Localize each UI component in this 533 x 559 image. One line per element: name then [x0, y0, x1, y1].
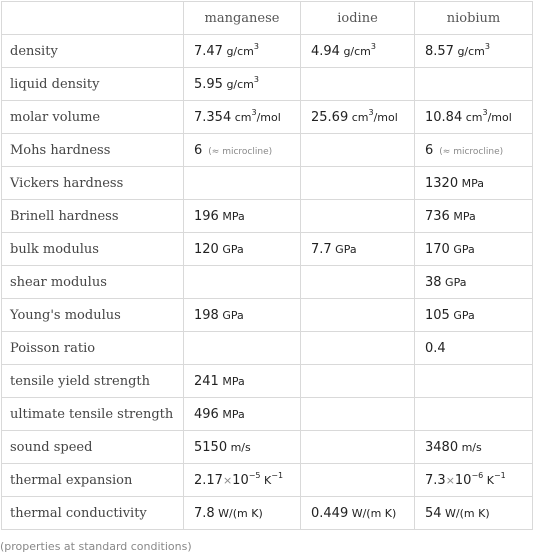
value-unit: K — [260, 474, 272, 487]
column-header: manganese — [184, 2, 301, 35]
value-number: 736 — [425, 209, 450, 224]
value-cell — [415, 299, 533, 332]
value-cell — [415, 266, 533, 299]
value-unit: MPa — [218, 210, 245, 223]
unit-exponent: 3 — [368, 108, 374, 117]
value-unit: GPa — [449, 243, 475, 256]
value-cell — [301, 200, 415, 233]
value-unit: cm — [462, 111, 483, 124]
column-header: niobium — [415, 2, 533, 35]
properties-table — [1, 1, 533, 530]
value-cell — [415, 167, 533, 200]
row-label: density — [2, 35, 184, 68]
row-label: molar volume — [2, 101, 184, 134]
row-label: thermal conductivity — [2, 497, 184, 530]
value-cell — [184, 332, 301, 365]
value-unit: W/(m K) — [441, 507, 490, 520]
value-number: 2.17 — [194, 473, 223, 488]
value-cell — [415, 101, 533, 134]
value-number: 198 — [194, 308, 219, 323]
value-cell — [301, 233, 415, 266]
value-cell — [301, 134, 415, 167]
row-label: bulk modulus — [2, 233, 184, 266]
value-unit: g/cm — [222, 45, 254, 58]
unit-exponent: 3 — [253, 42, 259, 51]
value-cell — [184, 134, 301, 167]
value-cell — [184, 266, 301, 299]
unit-exponent: 3 — [482, 108, 488, 117]
value-cell — [415, 68, 533, 101]
value-number: 241 — [194, 374, 219, 389]
times-sign: × — [222, 474, 233, 487]
value-number: 54 — [425, 506, 442, 521]
value-number: 5150 — [194, 440, 228, 455]
value-cell — [301, 299, 415, 332]
value-cell — [184, 35, 301, 68]
table-row — [2, 35, 533, 68]
exponent-base: 10 — [454, 473, 472, 488]
exponent: −6 — [471, 471, 484, 480]
value-cell — [301, 332, 415, 365]
value-number: 105 — [425, 308, 450, 323]
value-note: (≈ microcline) — [208, 147, 273, 157]
value-cell — [184, 167, 301, 200]
value-note: (≈ microcline) — [439, 147, 504, 157]
unit-exponent: −1 — [493, 471, 506, 480]
row-label: Poisson ratio — [2, 332, 184, 365]
table-row — [2, 332, 533, 365]
value-unit: g/cm — [222, 78, 254, 91]
table-row — [2, 365, 533, 398]
table-row — [2, 266, 533, 299]
value-unit: GPa — [218, 309, 244, 322]
value-cell — [184, 68, 301, 101]
value-unit: MPa — [218, 375, 245, 388]
value-unit: GPa — [218, 243, 244, 256]
value-cell — [415, 332, 533, 365]
value-cell — [415, 35, 533, 68]
value-unit: W/(m K) — [214, 507, 263, 520]
value-unit: g/cm — [453, 45, 485, 58]
value-cell — [184, 299, 301, 332]
value-number: 0.449 — [311, 506, 349, 521]
row-label: ultimate tensile strength — [2, 398, 184, 431]
value-number: 170 — [425, 242, 450, 257]
table-row — [2, 134, 533, 167]
value-number: 120 — [194, 242, 219, 257]
value-unit-tail: /mol — [256, 111, 281, 124]
table-row — [2, 233, 533, 266]
value-cell — [301, 101, 415, 134]
table-row — [2, 464, 533, 497]
unit-exponent: 3 — [484, 42, 490, 51]
column-header: iodine — [301, 2, 415, 35]
value-cell — [301, 68, 415, 101]
value-cell — [184, 431, 301, 464]
value-unit: g/cm — [339, 45, 371, 58]
value-unit: MPa — [449, 210, 476, 223]
value-number: 25.69 — [311, 110, 349, 125]
value-cell — [184, 233, 301, 266]
value-cell — [184, 365, 301, 398]
row-label: Brinell hardness — [2, 200, 184, 233]
value-unit: m/s — [227, 441, 251, 454]
value-unit: K — [483, 474, 494, 487]
exponent: −5 — [248, 471, 261, 480]
value-number: 6 — [194, 143, 203, 158]
value-number: 38 — [425, 275, 442, 290]
value-number: 4.94 — [311, 44, 340, 59]
value-cell — [301, 464, 415, 497]
value-number: 1320 — [425, 176, 459, 191]
value-number: 5.95 — [194, 77, 223, 92]
value-unit: MPa — [218, 408, 245, 421]
value-unit-tail: /mol — [487, 111, 512, 124]
value-cell — [415, 233, 533, 266]
table-row — [2, 167, 533, 200]
times-sign: × — [445, 474, 455, 487]
table-row — [2, 299, 533, 332]
value-number: 8.57 — [425, 44, 454, 59]
value-cell — [415, 431, 533, 464]
value-number: 7.354 — [194, 110, 232, 125]
unit-exponent: 3 — [251, 108, 257, 117]
row-label: Vickers hardness — [2, 167, 184, 200]
header-corner — [2, 2, 184, 35]
value-cell — [301, 431, 415, 464]
unit-exponent: 3 — [370, 42, 376, 51]
value-cell — [415, 200, 533, 233]
header-row — [2, 2, 533, 35]
value-cell — [184, 398, 301, 431]
value-number: 7.7 — [311, 242, 332, 257]
value-unit: cm — [348, 111, 369, 124]
row-label: shear modulus — [2, 266, 184, 299]
table-row — [2, 101, 533, 134]
value-cell — [301, 35, 415, 68]
value-number: 196 — [194, 209, 219, 224]
value-number: 7.8 — [194, 506, 215, 521]
value-number: 496 — [194, 407, 219, 422]
footnote: (properties at standard conditions) — [0, 540, 192, 553]
row-label: liquid density — [2, 68, 184, 101]
value-cell — [415, 134, 533, 167]
row-label: thermal expansion — [2, 464, 184, 497]
value-cell — [415, 398, 533, 431]
value-number: 3480 — [425, 440, 459, 455]
value-number: 7.47 — [194, 44, 223, 59]
value-cell — [415, 497, 533, 530]
value-number: 0.4 — [425, 341, 446, 356]
table-row — [2, 200, 533, 233]
value-cell — [301, 497, 415, 530]
table-row — [2, 68, 533, 101]
row-label: sound speed — [2, 431, 184, 464]
value-unit: GPa — [449, 309, 475, 322]
value-unit: m/s — [458, 441, 482, 454]
value-number: 7.3 — [425, 473, 446, 488]
value-cell — [415, 365, 533, 398]
row-label: tensile yield strength — [2, 365, 184, 398]
table-row — [2, 431, 533, 464]
exponent-base: 10 — [232, 473, 249, 488]
value-unit-tail: /mol — [373, 111, 398, 124]
unit-exponent: −1 — [271, 471, 284, 480]
value-unit: W/(m K) — [348, 507, 397, 520]
value-cell — [184, 497, 301, 530]
value-unit: MPa — [458, 177, 484, 190]
table-row — [2, 398, 533, 431]
row-label: Mohs hardness — [2, 134, 184, 167]
value-cell — [301, 398, 415, 431]
value-unit: GPa — [331, 243, 357, 256]
value-cell — [301, 365, 415, 398]
value-cell — [184, 200, 301, 233]
table-row — [2, 497, 533, 530]
value-cell — [415, 464, 533, 497]
value-number: 6 — [425, 143, 434, 158]
value-cell — [184, 464, 301, 497]
value-number: 10.84 — [425, 110, 463, 125]
unit-exponent: 3 — [253, 75, 259, 84]
row-label: Young's modulus — [2, 299, 184, 332]
value-unit: cm — [231, 111, 252, 124]
value-unit: GPa — [441, 276, 467, 289]
value-cell — [301, 266, 415, 299]
value-cell — [184, 101, 301, 134]
value-cell — [301, 167, 415, 200]
